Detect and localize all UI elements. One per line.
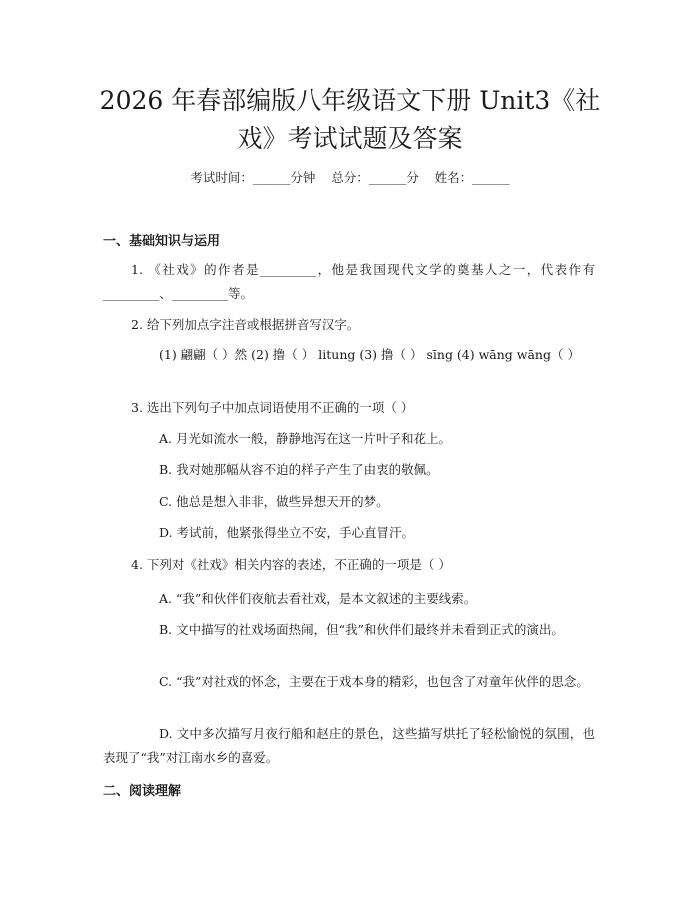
question-3-option-a: A. 月光如流水一般，静静地泻在这一片叶子和花上。 bbox=[159, 431, 451, 446]
question-1: 1. 《社戏》的作者是_________，他是我国现代文学的奠基人之一，代表作有_________、_________等。 bbox=[103, 262, 595, 301]
question-4-option-d: D. 文中多次描写月夜行船和赵庄的景色，这些描写烘托了轻松愉悦的氛围，也表现了“我”对江南水乡的喜爱。 bbox=[103, 726, 595, 765]
question-3-option-c: C. 他总是想入非非，做些异想天开的梦。 bbox=[159, 494, 389, 509]
question-3: 3. 选出下列句子中加点词语使用不正确的一项（ ） bbox=[131, 400, 414, 415]
question-3-option-d: D. 考试前，他紧张得坐立不安，手心直冒汗。 bbox=[159, 525, 415, 540]
exam-info: 考试时间：______分钟 总分：______分 姓名：______ bbox=[190, 170, 510, 185]
question-2-items: (1) 翩翩（ ）然 (2) 撸（ ） litung (3) 撸（ ） sīng (4) wāng wāng（ ） bbox=[159, 347, 580, 362]
title-line-1: 2026 年春部编版八年级语文下册 Unit3《社 bbox=[99, 86, 601, 115]
question-3-option-b: B. 我对她那幅从容不迫的样子产生了由衷的敬佩。 bbox=[159, 462, 439, 477]
section-heading-basic: 一、基础知识与运用 bbox=[103, 234, 221, 249]
question-4-option-c: C. “我”对社戏的怀念，主要在于戏本身的精彩，也包含了对童年伙伴的思念。 bbox=[159, 674, 589, 689]
title-line-2: 戏》考试试题及答案 bbox=[237, 124, 463, 153]
question-4-option-a: A. “我”和伙伴们夜航去看社戏，是本文叙述的主要线索。 bbox=[159, 591, 477, 606]
question-4-option-b: B. 文中描写的社戏场面热闹，但“我”和伙伴们最终并未看到正式的演出。 bbox=[159, 622, 564, 637]
section-heading-reading: 二、阅读理解 bbox=[103, 784, 182, 799]
question-2: 2. 给下列加点字注音或根据拼音写汉字。 bbox=[131, 317, 360, 332]
question-4: 4. 下列对《社戏》相关内容的表述，不正确的一项是（ ） bbox=[131, 557, 451, 572]
document-title bbox=[60, 82, 640, 158]
